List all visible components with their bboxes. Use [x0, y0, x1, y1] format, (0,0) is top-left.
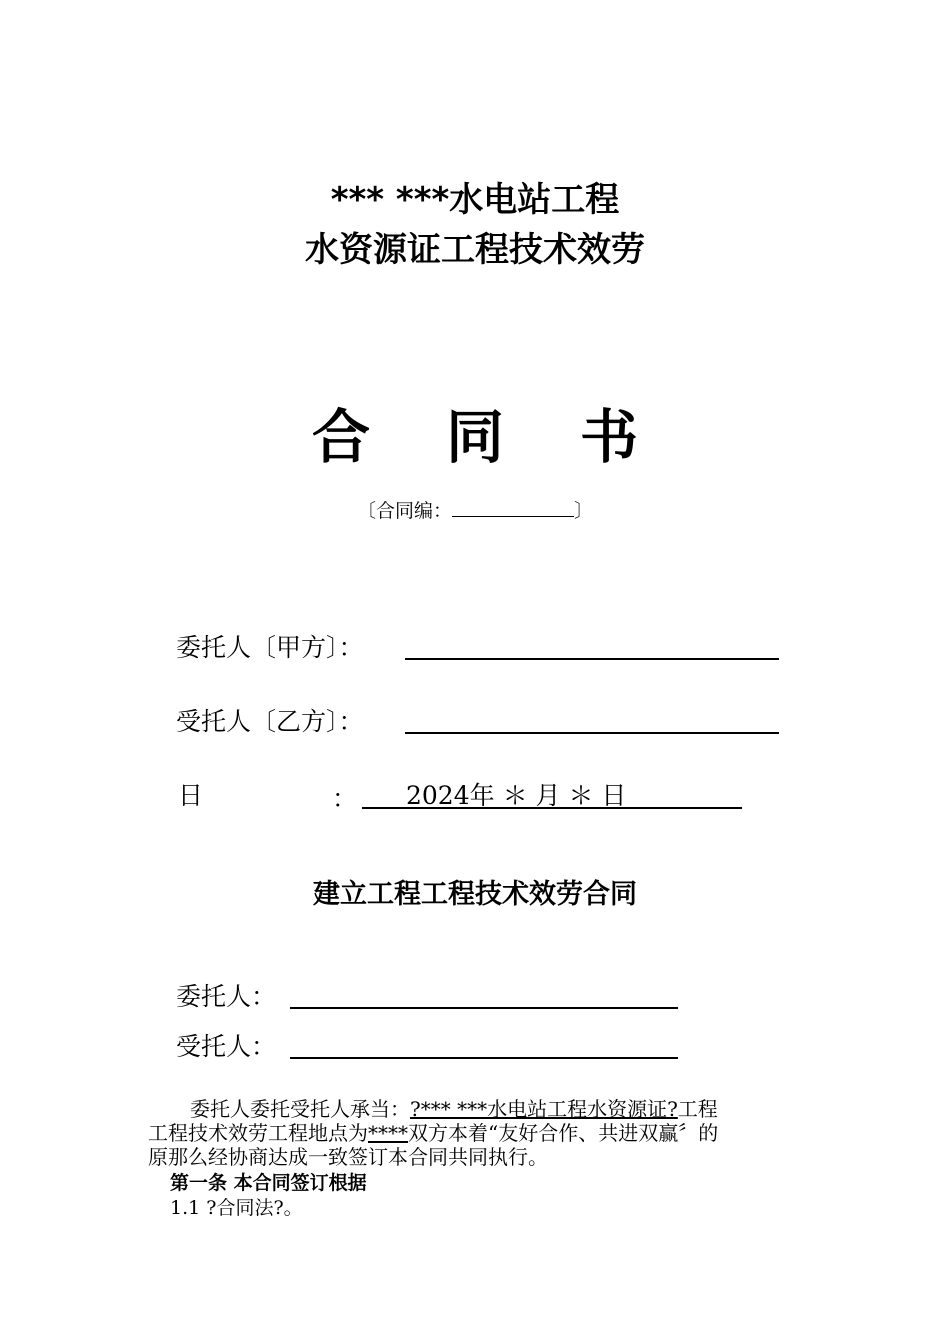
contract-number-suffix: 〕 [574, 500, 594, 522]
client-label: 委托人〔甲方〕： [176, 633, 364, 662]
article-1-item-1: 1.1 ?合同法?。 [170, 1197, 303, 1219]
date-value: 2024年 ＊ 月 ＊ 日 [406, 781, 627, 810]
parties-contractor-line[interactable] [290, 1057, 678, 1059]
contractor-name-line[interactable] [405, 732, 779, 734]
project-name-underlined: ?*** ***水电站工程水资源证? [410, 1097, 678, 1121]
project-title-line2: 水资源证工程技术效劳 [305, 230, 645, 270]
intro-line-1: 委托人委托受托人承当：?*** ***水电站工程水资源证?工程 [190, 1097, 718, 1121]
contract-number-prefix: 〔合同编： [356, 500, 452, 522]
client-name-line[interactable] [405, 658, 779, 660]
intro-line-2: 工程技术效劳工程地点为****双方本着“友好合作、共进双赢〞的 [148, 1121, 719, 1145]
location-underlined: **** [368, 1121, 408, 1145]
date-line[interactable] [362, 807, 742, 809]
contract-heading-char-2: 同 [445, 403, 504, 471]
contract-heading [0, 404, 950, 470]
contract-number-blank[interactable] [452, 498, 574, 517]
intro-paragraph [148, 1097, 788, 1169]
contract-heading-char-3: 书 [580, 403, 639, 471]
intro-line-3: 原那么经协商达成一致签订本合同共同执行。 [148, 1145, 548, 1169]
date-colon: ： [332, 784, 358, 813]
contract-title: 建立工程工程技术效劳合同 [313, 879, 637, 910]
date-label: 日 [178, 781, 204, 810]
contract-heading-char-1: 合 [311, 403, 370, 471]
article-1-heading: 第一条 本合同签订根据 [170, 1172, 367, 1194]
contract-number [0, 498, 950, 523]
project-title-line1: *** ***水电站工程 [330, 180, 620, 220]
parties-client-label: 委托人： [176, 982, 277, 1011]
contractor-label: 受托人〔乙方〕： [176, 707, 364, 736]
parties-contractor-label: 受托人： [176, 1032, 277, 1061]
parties-client-line[interactable] [290, 1007, 678, 1009]
